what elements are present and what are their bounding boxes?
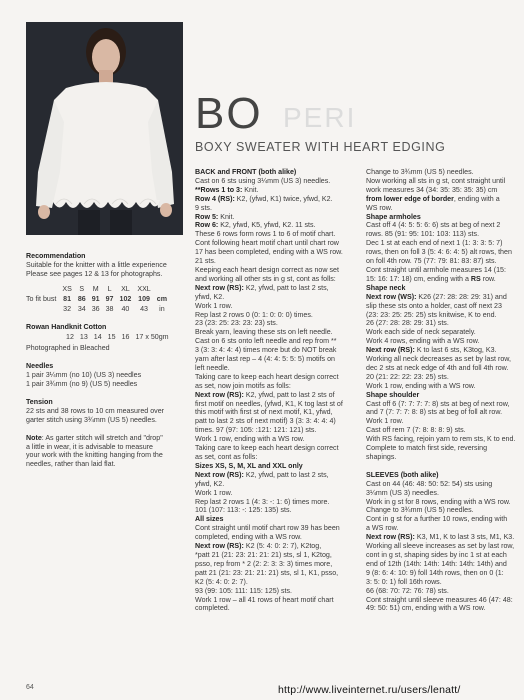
instruction-bold: SLEEVES (both alike): [366, 470, 439, 479]
instruction-line: [195, 195, 355, 204]
note-line: [26, 434, 186, 443]
instruction-line: [195, 569, 355, 578]
instruction-line: [195, 213, 355, 222]
instruction-text: 21 sts.: [195, 257, 216, 266]
size-cell: [154, 285, 170, 295]
instruction-text: K3, M1, K to last 3 sts, M1, K3.: [416, 533, 515, 542]
instruction-text: K2 (5: 4: 0: 2: 7).: [195, 577, 248, 586]
instruction-line: [195, 266, 355, 275]
fit-bust-inch-row: [26, 305, 170, 315]
instruction-bold: Next row (RS):: [195, 283, 246, 292]
instruction-text: as set, now join motifs as folls:: [195, 381, 291, 390]
instruction-line: [195, 453, 355, 462]
instruction-line: [366, 604, 516, 613]
instruction-line: [195, 426, 355, 435]
yarn-cell: 15: [107, 333, 116, 342]
instruction-bold: BACK and FRONT (both alike): [195, 168, 297, 176]
instruction-text: Cast off 6 (7: 7: 7: 7: 8) sts at beg of next row,: [366, 399, 510, 408]
instruction-line: [195, 311, 355, 320]
instruction-line: [195, 364, 355, 373]
instruction-line: [366, 453, 516, 462]
instruction-line: [366, 578, 516, 587]
tension-line: garter stitch using 3¾mm (US 5) needles.: [26, 415, 157, 424]
ghost-title: PERI: [283, 102, 357, 133]
instruction-bold: Next row (RS):: [366, 346, 417, 355]
recommendation-heading: Recommendation: [26, 252, 86, 260]
instruction-line: [195, 302, 355, 311]
instruction-line: [195, 533, 355, 542]
pattern-header: [195, 89, 510, 154]
fit-cell: 102: [119, 294, 132, 303]
instruction-text: 3¼mm (US 3) needles.: [366, 488, 439, 497]
sweater-photo: [26, 22, 183, 235]
instruction-bold: Next row (RS):: [195, 390, 246, 399]
instruction-text: dec 2 sts at neck edge of 4th and foll 4th row.: [366, 363, 509, 372]
instruction-bold: Row 4 (RS):: [195, 194, 237, 203]
instruction-line: [366, 346, 516, 355]
yarn-table: [26, 333, 172, 343]
instruction-line: [366, 275, 516, 284]
instruction-bold: Shape armholes: [366, 212, 421, 221]
instruction-text: , ending with a: [453, 194, 500, 203]
instruction-line: [195, 328, 355, 337]
instruction-line: [195, 186, 355, 195]
instruction-text: With RS facing, rejoin yarn to rem sts, K to end.: [366, 435, 516, 444]
size-table: [26, 285, 170, 315]
size-cell: XL: [121, 284, 130, 293]
instruction-line: [366, 480, 516, 489]
instruction-text: shapings.: [366, 453, 397, 461]
instruction-text: this motif with first st of next motif, K1, yfwd,: [195, 408, 333, 417]
instruction-bold: RS: [470, 274, 481, 283]
needles-heading: Needles: [26, 362, 54, 371]
instruction-text: as set, cont as folls:: [195, 453, 258, 461]
fit-cell: 97: [105, 294, 114, 303]
instruction-text: 9 sts.: [195, 203, 212, 212]
instruction-text: K2 (5: 4: 0: 2: 7), K2tog,: [245, 542, 322, 551]
instruction-text: slip these sts onto a holder, cast off next 23: [366, 301, 502, 310]
note-section: [26, 434, 186, 470]
page-title: BO: [195, 89, 263, 138]
yarn-section: [26, 323, 186, 353]
instruction-text: K2, yfwd, patt to last 2 sts,: [245, 283, 329, 292]
instruction-text: K to last 6 sts, K3tog, K3.: [416, 346, 497, 355]
instruction-line: [366, 408, 516, 417]
instruction-text: 20 (21: 22: 22: 23: 25) sts.: [366, 372, 449, 381]
instruction-text: These 6 rows form rows 1 to 6 of motif chart.: [195, 230, 336, 239]
instruction-line: [366, 560, 516, 569]
instruction-text: and 7 (7: 7: 7: 8: 8) sts at beg of foll alt row.: [366, 408, 503, 417]
instruction-line: [195, 542, 355, 551]
instruction-line: [366, 462, 516, 471]
instruction-text: Break yarn, leaving these sts on left needle.: [195, 328, 333, 337]
instruction-text: Complete to match first side, reversing: [366, 444, 488, 453]
instruction-text: Change to 3¾mm (US 5) needles.: [366, 168, 474, 176]
instruction-line: [366, 355, 516, 364]
instruction-text: Work 1 row.: [195, 488, 233, 497]
instruction-text: Cont straight until motif chart row 39 has been: [195, 524, 340, 533]
instruction-line: [195, 293, 355, 302]
instruction-text: on foll 4th row. 75 (77: 79: 81: 83: 87) sts.: [366, 257, 497, 266]
instruction-bold: Row 5:: [195, 212, 221, 221]
instruction-text: Cast on 44 (46: 48: 50: 52: 54) sts using: [366, 479, 493, 488]
instruction-text: K2, yfwd, K5, yfwd, K2. 11 sts.: [220, 221, 316, 230]
instruction-line: [195, 204, 355, 213]
instruction-line: [366, 204, 516, 213]
fit-cell: in: [159, 304, 165, 313]
fit-cell: 91: [91, 294, 100, 303]
instruction-line: [195, 408, 355, 417]
instruction-text: K2, yfwd, patt to last 2 sts of: [245, 390, 335, 399]
instruction-text: rows. 85 (91: 95: 101: 103: 113) sts.: [366, 230, 480, 239]
instruction-text: completed, ending with a WS row.: [195, 533, 302, 542]
note-line: a little in wear, it is advisable to measure: [26, 442, 153, 451]
instruction-text: Cont straight until armhole measures 14 (15:: [366, 265, 506, 274]
yarn-note: Photographed in Bleached: [26, 344, 110, 353]
instruction-line: [195, 221, 355, 230]
size-cell: XS: [62, 284, 72, 293]
instruction-text: a WS row.: [366, 524, 399, 533]
instruction-line: [366, 391, 516, 400]
instruction-line: [195, 515, 355, 524]
note-label: Note: [26, 433, 42, 442]
yarn-heading: Rowan Handknit Cotton: [26, 323, 107, 332]
instruction-text: patt to last 2 sts of next motif) 3 (3: 3: 4: 4: 4): [195, 417, 336, 426]
instruction-text: Cont following heart motif chart until chart row: [195, 239, 339, 248]
instruction-text: 23 (23: 25: 23: 23: 23) sts.: [195, 319, 278, 328]
tension-line: 22 sts and 38 rows to 10 cm measured over: [26, 406, 165, 415]
instruction-line: [366, 186, 516, 195]
instruction-line: [366, 266, 516, 275]
instruction-line: [366, 444, 516, 453]
fit-cell: 34: [77, 304, 86, 313]
instruction-line: [195, 596, 355, 605]
right-column: [366, 168, 516, 613]
size-cell: S: [79, 284, 85, 293]
size-header-row: [26, 285, 170, 295]
instruction-line: [366, 515, 516, 524]
instruction-text: 9 (8: 6: 4: 10: 9) foll 14th rows, then on 0 (1:: [366, 568, 504, 577]
instruction-line: [195, 373, 355, 382]
size-cell: [26, 285, 59, 295]
instruction-line: [366, 373, 516, 382]
instruction-text: row.: [480, 274, 496, 283]
instruction-line: [366, 337, 516, 346]
instruction-line: [195, 382, 355, 391]
fit-cell: [26, 305, 59, 315]
instruction-line: [195, 480, 355, 489]
instruction-line: [195, 604, 355, 613]
note-line: needles, rather than laid flat.: [26, 460, 116, 469]
yarn-row: [26, 333, 172, 343]
instruction-text: Cast off rem 7 (7: 8: 8: 8: 9) sts.: [366, 426, 466, 435]
instruction-line: [366, 328, 516, 337]
instruction-line: [195, 400, 355, 409]
instruction-text: yarn after last rep – 4 (4: 4: 5: 5: 5) motifs on: [195, 355, 335, 364]
instruction-line: [195, 346, 355, 355]
instruction-text: Working all neck decreases as set by last row,: [366, 355, 511, 364]
instruction-line: [195, 524, 355, 533]
instruction-line: [195, 275, 355, 284]
instruction-text: yfwd, K2.: [195, 292, 225, 301]
instruction-line: [366, 400, 516, 409]
instruction-line: [366, 257, 516, 266]
instruction-line: [195, 578, 355, 587]
instruction-line: [195, 177, 355, 186]
instruction-line: [195, 498, 355, 507]
instruction-line: [366, 293, 516, 302]
instruction-line: [195, 462, 355, 471]
instruction-text: left needle.: [195, 363, 230, 372]
fit-cell: 36: [91, 304, 100, 313]
instruction-line: [195, 471, 355, 480]
fit-cell: 81: [63, 294, 72, 303]
recommendation-line: Please see pages 12 & 13 for photographs.: [26, 269, 163, 278]
instruction-text: psso, rep from * 2 (2: 2: 3: 3: 3) times more,: [195, 559, 333, 568]
instruction-line: [366, 533, 516, 542]
instruction-line: [366, 542, 516, 551]
instruction-line: [366, 498, 516, 507]
instruction-line: [366, 506, 516, 515]
note-text: : As garter stitch will stretch and "drop": [41, 433, 163, 442]
fit-cell: 109: [138, 294, 150, 303]
instruction-line: [366, 213, 516, 222]
instruction-line: [195, 587, 355, 596]
instruction-text: rows, then on foll 3 (5: 4: 6: 4: 5) alt rows, then: [366, 248, 512, 257]
instruction-text: Cast on 6 sts onto left needle and rep from **: [195, 337, 337, 346]
instruction-line: [195, 319, 355, 328]
instruction-line: [366, 284, 516, 293]
instruction-text: Knit.: [220, 212, 235, 221]
fit-cell: 32: [63, 304, 72, 313]
instruction-text: K26 (27: 28: 28: 29: 31) and: [418, 292, 507, 301]
instruction-text: Taking care to keep each heart design correct: [195, 444, 339, 453]
instruction-bold: Row 6:: [195, 221, 221, 230]
instruction-bold: Next row (RS):: [366, 533, 417, 542]
yarn-cell: 17 x 50gm: [135, 333, 169, 342]
instruction-text: WS row.: [366, 203, 393, 212]
instruction-line: [195, 230, 355, 239]
note-line: your work with the knitting hanging from the: [26, 451, 163, 460]
needles-section: [26, 362, 186, 389]
instruction-line: [366, 248, 516, 257]
instruction-bold: Shape shoulder: [366, 390, 420, 399]
instruction-line: [366, 489, 516, 498]
instruction-text: and working all other sts in g st, cont as folls:: [195, 274, 336, 283]
instruction-bold: from lower edge of border: [366, 194, 454, 203]
instruction-text: first motif on needles, (yfwd, K1, K tog last st of: [195, 399, 343, 408]
left-column: [26, 252, 186, 478]
instruction-text: Rep last 2 rows 1 (4: 3: -: 1: 6) times more.: [195, 497, 330, 506]
yarn-cell: 16: [121, 333, 130, 342]
yarn-cell: 12: [66, 333, 74, 342]
instruction-text: Work in g st for 8 rows, ending with a WS row.: [366, 497, 511, 506]
instruction-text: yfwd, K2.: [195, 479, 225, 488]
recommendation-line: Suitable for the knitter with a little experience: [26, 260, 167, 269]
instruction-text: *patt 21 (21: 23: 21: 21: 21) sts, sl 1, K2tog,: [195, 550, 332, 559]
page-subtitle: BOXY SWEATER WITH HEART EDGING: [195, 140, 446, 154]
instruction-text: K2, (yfwd, K1) twice, yfwd, K2.: [236, 194, 333, 203]
instruction-text: completed.: [195, 604, 230, 613]
instruction-line: [366, 551, 516, 560]
instruction-text: 15: 16: 17: 18) cm, ending with a: [366, 274, 471, 283]
instruction-text: Knit.: [244, 185, 259, 194]
instruction-text: Cont straight until sleeve measures 46 (47: 48:: [366, 595, 513, 604]
instruction-text: Dec 1 st at each end of next 1 (1: 3: 3: 5: 7): [366, 239, 503, 248]
instruction-text: Keeping each heart design correct as now set: [195, 265, 339, 274]
yarn-cell: 13: [79, 333, 88, 342]
instruction-line: [366, 426, 516, 435]
instruction-line: [195, 506, 355, 515]
model-illustration: [26, 22, 183, 235]
instruction-text: patt 21 (21: 23: 21: 21: 21) sts, sl 1, K1, psso,: [195, 568, 339, 577]
instruction-line: [366, 596, 516, 605]
instruction-text: Work 1 row.: [366, 417, 404, 426]
fit-cell: 86: [77, 294, 86, 303]
instruction-text: cont in g st, shaping sides by inc 1 st at each: [366, 550, 507, 559]
size-cell: M: [92, 284, 99, 293]
instruction-bold: All sizes: [195, 515, 224, 524]
instruction-text: 49: 50: 51) cm, ending with a WS row.: [366, 604, 486, 613]
instruction-line: [195, 248, 355, 257]
instruction-line: [366, 168, 516, 177]
instruction-line: [195, 435, 355, 444]
instruction-text: times. 97 (97: 105: :121: 121: 121) sts.: [195, 426, 317, 435]
instruction-line: [366, 239, 516, 248]
instruction-line: [366, 230, 516, 239]
yarn-spacer: [26, 333, 63, 343]
instruction-text: (23: 23: 25: 25: 25) sts knitwise, K to end.: [366, 310, 497, 319]
instruction-text: Work 1 row.: [195, 301, 233, 310]
fit-cell: cm: [156, 294, 168, 303]
instruction-line: [195, 391, 355, 400]
instruction-text: 3: 5: 0: 1) foll 16th rows.: [366, 577, 442, 586]
instruction-line: [195, 257, 355, 266]
instruction-text: Work 1 row, ending with a WS row.: [195, 435, 305, 444]
tension-section: [26, 398, 186, 425]
instruction-line: [195, 417, 355, 426]
instruction-text: Work each side of neck separately.: [366, 328, 476, 337]
instruction-bold: Shape neck: [366, 283, 406, 292]
instruction-text: Work 4 rows, ending with a WS row.: [366, 337, 480, 346]
page-number: 64: [26, 684, 34, 691]
instruction-line: [195, 337, 355, 346]
instruction-text: Cast off 4 (4: 5: 5: 6: 6) sts at beg of next 2: [366, 221, 501, 230]
watermark: http://www.liveinternet.ru/users/lenatt/: [278, 684, 461, 696]
instruction-text: K2, yfwd, patt to last 2 sts,: [245, 470, 329, 479]
instruction-line: [195, 284, 355, 293]
instruction-text: Cont in g st for a further 10 rows, ending with: [366, 515, 508, 524]
instruction-line: [195, 560, 355, 569]
instruction-text: 3 (3: 3: 4: 4: 4) times more but do NOT break: [195, 346, 337, 355]
instruction-text: 66 (68: 70: 72: 76: 78) sts.: [366, 586, 449, 595]
instruction-line: [366, 435, 516, 444]
size-cell: L: [107, 284, 112, 293]
instruction-bold: Sizes XS, S, M, XL and XXL only: [195, 461, 303, 470]
instruction-line: [195, 489, 355, 498]
instruction-line: [366, 524, 516, 533]
instruction-line: [195, 444, 355, 453]
instruction-bold: Next row (RS):: [195, 470, 246, 479]
instruction-line: [366, 311, 516, 320]
instruction-line: [366, 382, 516, 391]
instruction-text: work measures 34 (34: 35: 35: 35: 35) cm: [366, 185, 498, 194]
instruction-text: Change to 3¾mm (US 5) needles.: [366, 506, 474, 515]
instruction-text: Work 1 row – all 41 rows of heart motif chart: [195, 595, 334, 604]
instruction-text: Rep last 2 rows 0 (0: 1: 0: 0: 0) times.: [195, 310, 313, 319]
instruction-line: [366, 417, 516, 426]
instruction-bold: Next row (WS):: [366, 292, 419, 301]
instruction-line: [195, 355, 355, 364]
yarn-cell: 14: [93, 333, 102, 342]
instruction-text: Working all sleeve increases as set by last row,: [366, 542, 515, 551]
instruction-line: [195, 551, 355, 560]
instruction-line: [366, 364, 516, 373]
instruction-line: [366, 319, 516, 328]
instruction-text: Cast on 6 sts using 3¼mm (US 3) needles.: [195, 176, 331, 185]
needles-line: 1 pair 3¼mm (no 10) (US 3) needles: [26, 371, 142, 380]
instruction-line: [366, 587, 516, 596]
instruction-line: [366, 471, 516, 480]
fit-cell: 43: [140, 304, 148, 313]
instruction-line: [366, 221, 516, 230]
instruction-text: 101 (107: 113: -: 125: 135) sts.: [195, 506, 292, 515]
fit-bust-row: [26, 295, 170, 305]
instruction-text: end of 12th (14th: 14th: 14th: 14th: 14th) and: [366, 559, 507, 568]
recommendation-section: [26, 252, 186, 314]
size-cell: XXL: [137, 284, 151, 293]
fit-cell: 40: [121, 304, 130, 313]
instruction-line: [366, 177, 516, 186]
instruction-text: 26 (27: 28: 28: 29: 31) sts.: [366, 319, 449, 328]
instruction-line: [366, 569, 516, 578]
instruction-line: [366, 195, 516, 204]
instruction-bold: **Rows 1 to 3:: [195, 185, 245, 194]
instruction-text: Work 1 row, ending with a WS row.: [366, 381, 476, 390]
tension-heading: Tension: [26, 397, 53, 406]
fit-cell: 38: [105, 304, 114, 313]
instruction-line: [195, 168, 355, 177]
instruction-text: Taking care to keep each heart design correct: [195, 372, 339, 381]
instruction-line: [366, 302, 516, 311]
fit-cell: To fit bust: [26, 294, 57, 303]
instruction-bold: Next row (RS):: [195, 542, 246, 551]
instruction-text: Now working all sts in g st, cont straight until: [366, 176, 506, 185]
instruction-text: 17 has been completed, ending with a WS row.: [195, 248, 343, 257]
middle-column: [195, 168, 355, 613]
needles-line: 1 pair 3¾mm (no 9) (US 5) needles: [26, 379, 138, 388]
instruction-text: 93 (99: 105: 111: 115: 125) sts.: [195, 586, 293, 595]
instruction-line: [195, 239, 355, 248]
